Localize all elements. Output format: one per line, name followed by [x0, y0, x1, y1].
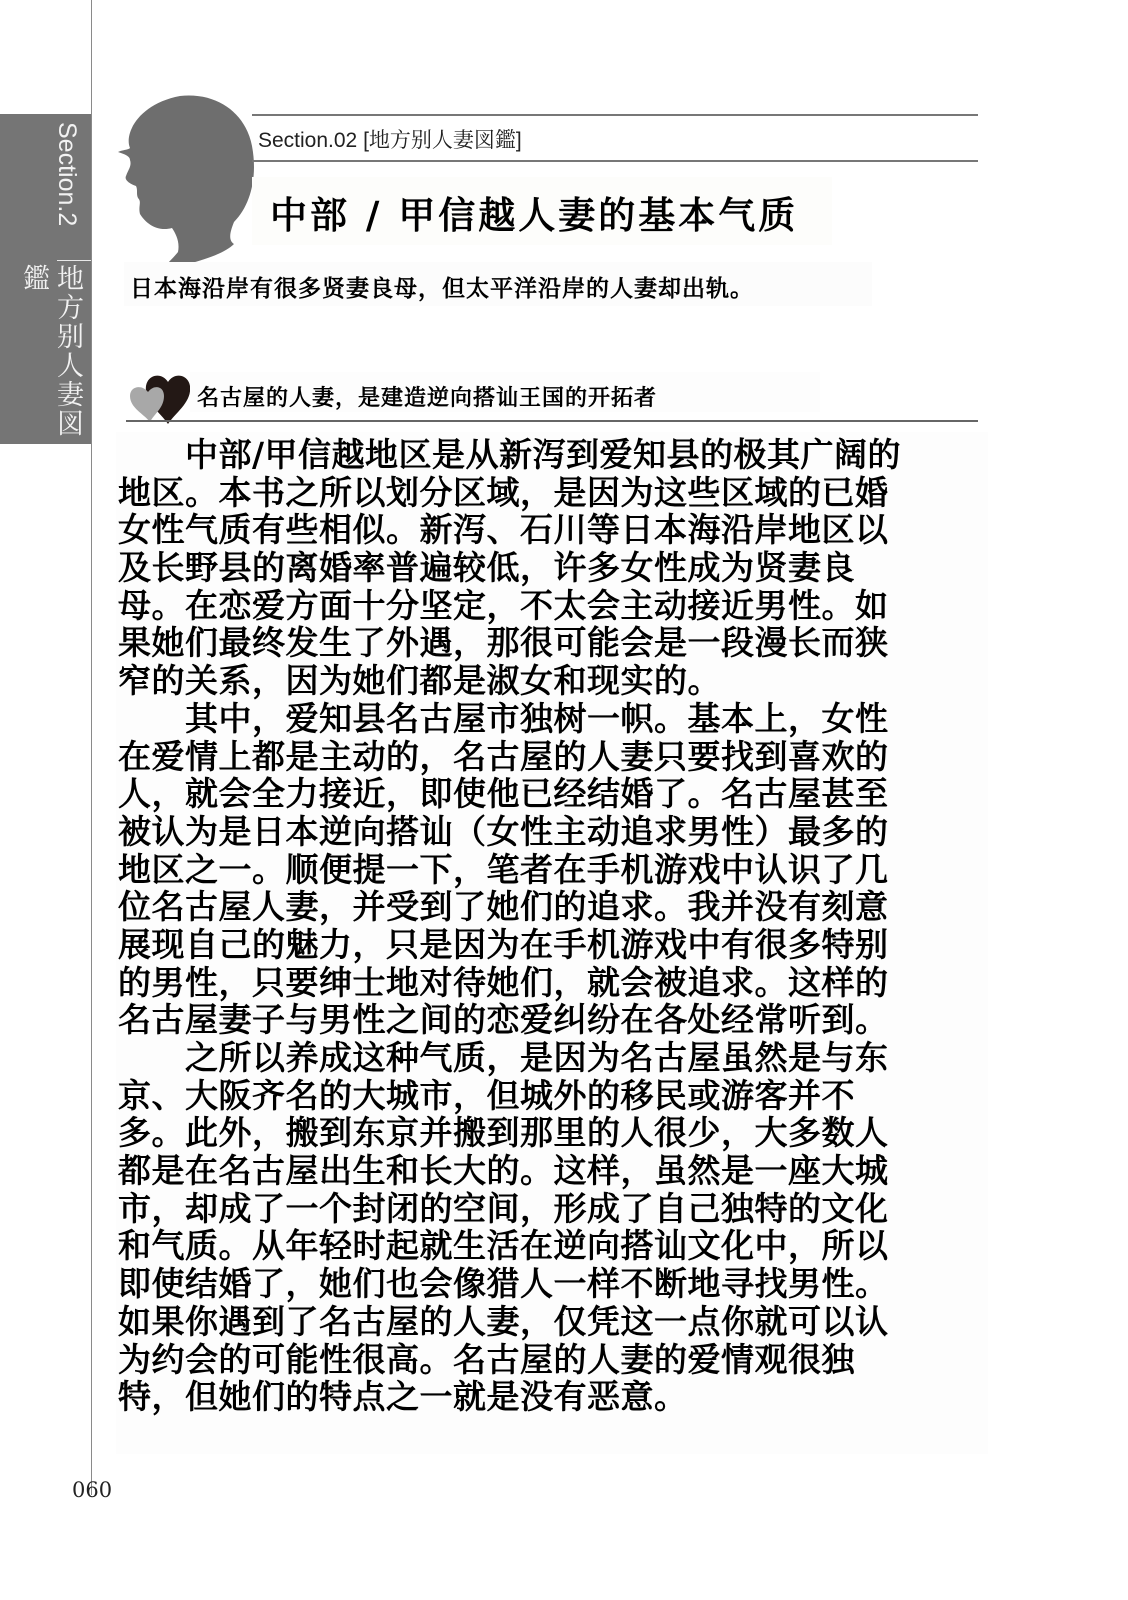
- double-heart-icon: [128, 372, 192, 426]
- heading-rule: [126, 420, 978, 422]
- page-number: 060: [72, 1478, 113, 1502]
- body-line: 人，就会全力接近，即使他已经结婚了。名古屋甚至: [118, 774, 889, 814]
- article-body: [118, 436, 998, 1416]
- section-top-rule: [252, 114, 978, 116]
- body-line: 及长野县的离婚率普遍较低，许多女性成为贤妻良: [118, 548, 855, 588]
- side-tab: [0, 114, 91, 444]
- body-line: 地区之一。顺便提一下，笔者在手机游戏中认识了几: [118, 849, 889, 889]
- body-line: 市，却成了一个封闭的空间，形成了自己独特的文化: [118, 1188, 889, 1228]
- body-line: 位名古屋人妻，并受到了她们的追求。我并没有刻意: [118, 887, 889, 927]
- body-line: 和气质。从年轻时起就生活在逆向搭讪文化中，所以: [118, 1226, 889, 1266]
- body-line: 为约会的可能性很高。名古屋的人妻的爱情观很独: [118, 1339, 855, 1379]
- body-line: 多。此外，搬到东京并搬到那里的人很少，大多数人: [118, 1113, 889, 1153]
- section-bottom-rule: [252, 160, 978, 162]
- body-line: 展现自己的魅力，只是因为在手机游戏中有很多特别: [118, 924, 889, 964]
- page-title: 中部 / 甲信越人妻的基本气质: [270, 194, 799, 237]
- body-line: 的男性，只要绅士地对待她们，就会被追求。这样的: [118, 962, 889, 1002]
- body-line: 京、大阪齐名的大城市，但城外的移民或游客并不: [118, 1075, 855, 1115]
- body-line: 母。在恋爱方面十分坚定，不太会主动接近男性。如: [118, 585, 889, 625]
- side-tab-category: 地方别人妻図鑑: [18, 264, 83, 438]
- body-line: 如果你遇到了名古屋的人妻，仅凭这一点你就可以认: [118, 1301, 889, 1341]
- body-line: 女性气质有些相似。新泻、石川等日本海沿岸地区以: [118, 510, 889, 550]
- body-line: 在爱情上都是主动的，名古屋的人妻只要找到喜欢的: [118, 736, 889, 776]
- body-line: 都是在名古屋出生和长大的。这样，虽然是一座大城: [118, 1151, 889, 1191]
- body-line: 其中，爱知县名古屋市独树一帜。基本上，女性: [118, 698, 889, 738]
- body-line: 果她们最终发生了外遇，那很可能会是一段漫长而狭: [118, 623, 889, 663]
- woman-profile-silhouette-icon: [118, 94, 258, 284]
- body-line: 被认为是日本逆向搭讪（女性主动追求男性）最多的: [118, 811, 889, 851]
- body-line: 名古屋妻子与男性之间的恋爱纠纷在各处经常听到。: [118, 1000, 889, 1040]
- margin-rule: [91, 0, 92, 1495]
- body-line: 特，但她们的特点之一就是没有恶意。: [118, 1377, 688, 1417]
- body-line: 窄的关系，因为她们都是淑女和现实的。: [118, 661, 721, 701]
- section-label: Section.02 [地方别人妻図鑑]: [258, 129, 522, 152]
- body-line: 之所以养成这种气质，是因为名古屋虽然是与东: [118, 1038, 889, 1077]
- page-subtitle: 日本海沿岸有很多贤妻良母，但太平洋沿岸的人妻却出轨。: [130, 276, 754, 302]
- side-tab-section: Section.2: [53, 122, 81, 227]
- article-heading: 名古屋的人妻，是建造逆向搭讪王国的开拓者: [197, 386, 658, 411]
- side-tab-divider: [57, 260, 91, 261]
- body-line: 中部/甲信越地区是从新泻到爱知县的极其广阔的: [118, 435, 902, 474]
- body-line: 地区。本书之所以划分区域，是因为这些区域的已婚: [118, 472, 889, 512]
- body-line: 即使结婚了，她们也会像猎人一样不断地寻找男性。: [118, 1264, 889, 1304]
